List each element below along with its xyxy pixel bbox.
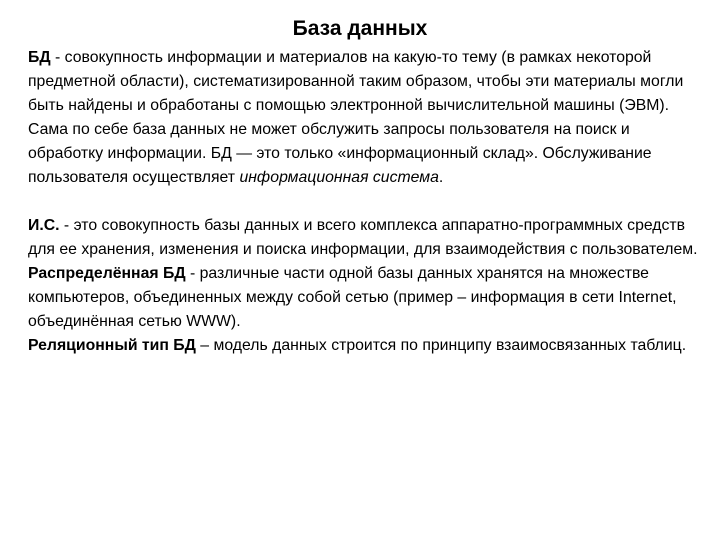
slide-body bbox=[28, 46, 698, 358]
definition-relational-db bbox=[28, 334, 698, 358]
definition-is-text: - это совокупность базы данных и всего комплекса аппаратно-программных средств для ее хранения, изменения и поиска информации, для взаимодействия с пользователем. bbox=[28, 217, 698, 258]
info-system-emphasis: информационная система bbox=[239, 169, 439, 186]
term-distributed-db: Распределённая БД bbox=[28, 265, 186, 282]
definition-relational-db-text: – модель данных строится по принципу взаимосвязанных таблиц. bbox=[195, 337, 687, 354]
term-relational-db: Реляционный тип БД bbox=[28, 337, 196, 354]
db-role-paragraph bbox=[28, 118, 698, 190]
db-role-text: Сама по себе база данных не может обслужить запросы пользователя на поиск и обработку информации. БД — это только «информационный склад». Обслуживание пользователя осуществляет bbox=[28, 121, 652, 186]
definition-is bbox=[28, 214, 698, 262]
paragraph-spacer bbox=[28, 190, 698, 214]
db-role-end: . bbox=[438, 169, 444, 186]
slide-title: База данных bbox=[292, 17, 428, 40]
definition-db-text: - совокупность информации и материалов на какую-то тему (в рамках некоторой предметной области), систематизированной таким образом, чтобы эти материалы могли быть найдены и обработаны с помощью электронной вычислительной машины (ЭВМ). bbox=[28, 49, 684, 114]
definition-db bbox=[28, 46, 698, 118]
term-db: БД bbox=[28, 49, 51, 66]
term-is: И.С. bbox=[28, 217, 60, 234]
definition-distributed-db bbox=[28, 262, 698, 334]
definition-distributed-db-text: - различные части одной базы данных хранятся на множестве компьютеров, объединенных между собой сетью (пример – информация в сети Internet, объединённая сетью WWW). bbox=[28, 265, 677, 330]
